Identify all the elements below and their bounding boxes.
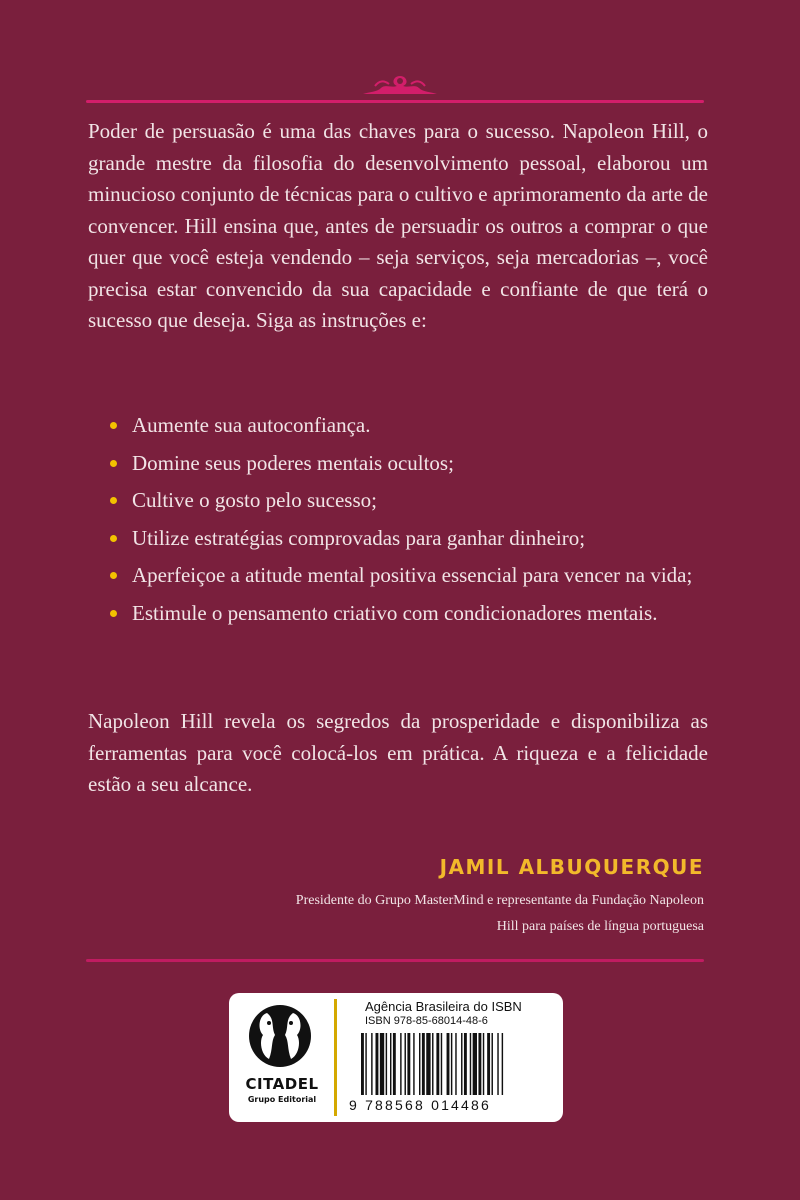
barcode-bar [470,1033,471,1095]
list-item: Aumente sua autoconfiança. [108,410,708,442]
barcode-bar [407,1033,410,1095]
ornament-icon [355,72,445,102]
barcode-bar [451,1033,452,1095]
barcode-bar [432,1033,433,1095]
publisher-subtitle: Grupo Editorial [247,1095,317,1104]
barcode-bar [473,1033,477,1095]
bullet-icon [110,535,117,542]
imprint-divider [334,999,337,1116]
barcode-bar [502,1033,503,1095]
barcode-bar [455,1033,456,1095]
barcode-bar [461,1033,462,1095]
list-item: Domine seus poderes mentais ocultos; [108,448,708,480]
bullet-list [108,410,708,635]
isbn-number: ISBN 978-85-68014-48-6 [365,1015,488,1027]
barcode-bar [365,1033,366,1095]
barcode-bar [419,1033,420,1095]
author-description: Presidente do Grupo MasterMind e representante da Fundação Napoleon Hill para países de língua portuguesa [295,893,704,934]
list-item: Aperfeiçoe a atitude mental positiva essencial para vencer na vida; [108,560,708,592]
barcode-icon [361,1033,553,1095]
barcode-bar [361,1033,364,1095]
publisher-logo [237,1001,327,1115]
barcode-bar [487,1033,490,1095]
barcode-bar [492,1033,493,1095]
bullet-icon [110,422,117,429]
list-item: Cultive o gosto pelo sucesso; [108,485,708,517]
barcode-bar [426,1033,430,1095]
barcode-bar [422,1033,425,1095]
barcode-bar [497,1033,498,1095]
barcode-bar [393,1033,396,1095]
intro-paragraph: Poder de persuasão é uma das chaves para o sucesso. Napoleon Hill, o grande mestre da filosofia do desenvolvimento pessoal, elaborou um minucioso conjunto de técnicas para o cultivo e aprimoramento da arte de convencer. Hill ensina que, antes de persuadir os outros a comprar o que quer que você esteja vendendo – seja serviços, seja mercadorias –, você precisa estar convencido da sua capacidade e confiante de que terá o sucesso que deseja. Siga as instruções e: [88,119,708,332]
isbn-block [345,999,557,1116]
top-divider [86,100,704,103]
barcode-bar [483,1033,484,1095]
list-item: Estimule o pensamento criativo com condicionadores mentais. [108,598,708,630]
barcode-bar [380,1033,384,1095]
barcode-digits: 9 788568 014486 [349,1097,491,1113]
barcode-bar [478,1033,481,1095]
barcode-bar [405,1033,406,1095]
barcode-bar [436,1033,439,1095]
barcode-bar [386,1033,387,1095]
barcode-bar [441,1033,442,1095]
bullet-icon [110,572,117,579]
bottom-divider [86,959,704,962]
publisher-name: CITADEL [245,1075,319,1093]
barcode-bar [400,1033,401,1095]
barcode-bar [371,1033,372,1095]
bullet-icon [110,460,117,467]
barcode-bar [464,1033,467,1095]
list-item: Utilize estratégias comprovadas para ganhar dinheiro; [108,523,708,555]
barcode-bar [447,1033,450,1095]
barcode-bar [390,1033,391,1095]
isbn-agency: Agência Brasileira do ISBN [365,999,522,1014]
bullet-icon [110,497,117,504]
closing-paragraph: Napoleon Hill revela os segredos da prosperidade e disponibiliza as ferramentas para você colocá-los em prática. A riqueza e a felicidade estão a seu alcance. [88,709,708,796]
bullet-icon [110,610,117,617]
author-name: JAMIL ALBUQUERQUE [439,855,704,879]
barcode-bar [376,1033,379,1095]
barcode-bar [413,1033,414,1095]
citadel-logo-icon [249,1005,311,1067]
imprint-box [229,993,563,1122]
